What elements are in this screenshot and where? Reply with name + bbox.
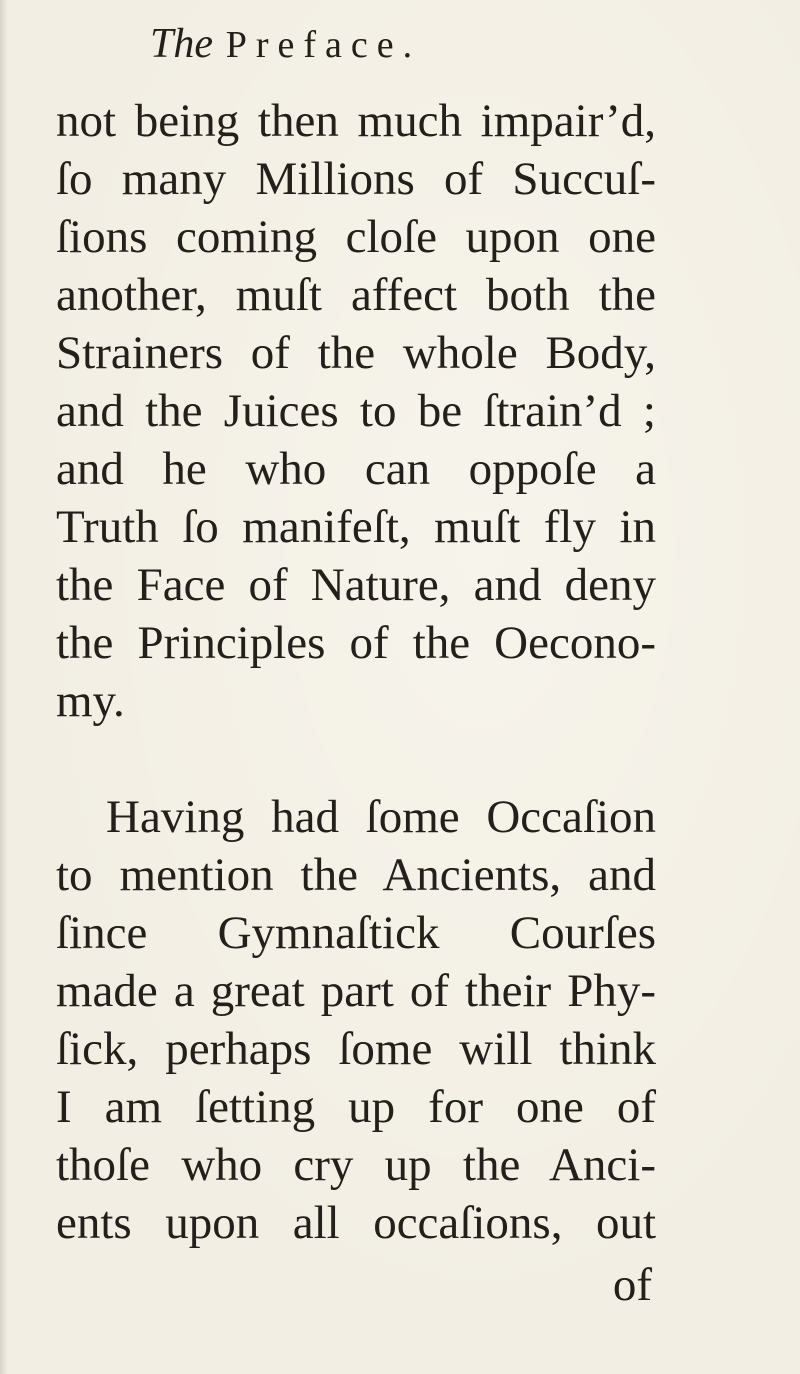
paragraph-first-line: Having had ſome Occaſion bbox=[106, 791, 656, 843]
text-line: I am ſetting up for one of bbox=[56, 1081, 656, 1133]
header-italic-word: The bbox=[150, 21, 213, 67]
text-line: made a great part of their Phy- bbox=[56, 965, 656, 1017]
text-line: Truth ſo manifeſt, muſt fly in bbox=[56, 501, 656, 553]
text-line: the Principles of the Oecono- bbox=[56, 617, 656, 669]
text-line: and he who can oppoſe a bbox=[56, 443, 656, 495]
paragraph-gap bbox=[56, 730, 656, 788]
page-edge-shadow bbox=[0, 0, 8, 1374]
text-line: ſions coming cloſe upon one bbox=[56, 211, 656, 263]
text-line: another, muſt affect both the bbox=[56, 269, 656, 321]
text-line: ſo many Millions of Succuſ- bbox=[56, 153, 656, 205]
catchword: of bbox=[612, 1259, 652, 1311]
text-line: to mention the Ancients, and bbox=[56, 849, 656, 901]
text-line: Strainers of the whole Body, bbox=[56, 327, 656, 379]
header-caps-word: Preface. bbox=[225, 24, 422, 66]
text-line: and the Juices to be ſtrain’d ; bbox=[56, 385, 656, 437]
text-line: ſince Gymnaſtick Courſes bbox=[56, 907, 656, 959]
text-line: not being then much impair’d, bbox=[56, 95, 656, 147]
body-text bbox=[56, 92, 656, 1252]
text-line: my. bbox=[56, 675, 125, 727]
text-line: ſick, perhaps ſome will think bbox=[56, 1023, 656, 1075]
text-line: thoſe who cry up the Anci- bbox=[56, 1139, 656, 1191]
running-header bbox=[150, 14, 710, 74]
text-line: the Face of Nature, and deny bbox=[56, 559, 656, 611]
text-line: ents upon all occaſions, out bbox=[56, 1197, 656, 1249]
